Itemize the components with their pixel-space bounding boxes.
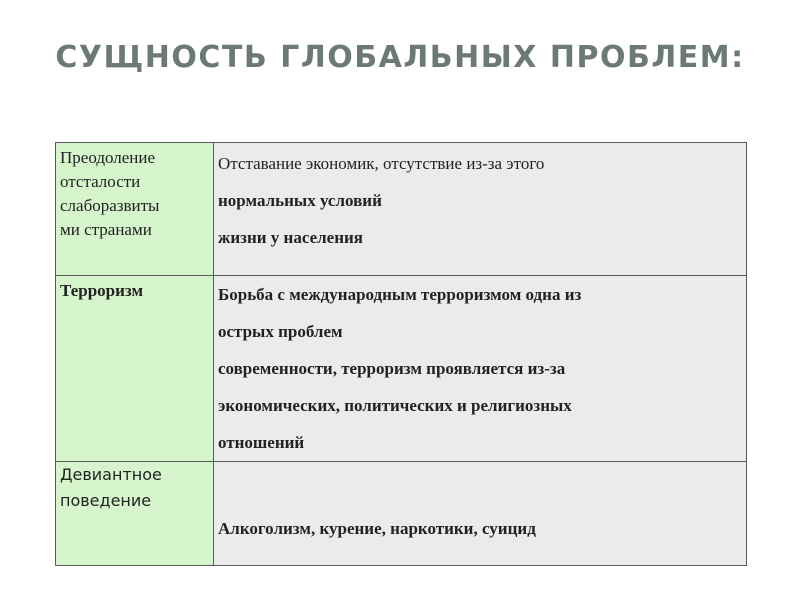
label-text: [56, 276, 213, 303]
label-cell: [56, 276, 214, 462]
description-line: современности, терроризм проявляется из-за: [218, 359, 566, 378]
table-row: [56, 143, 747, 276]
description-line: Отставание экономик, отсутствие из-за этого: [218, 154, 545, 173]
table-row: [56, 462, 747, 566]
label-cell: [56, 462, 214, 566]
description-line: Борьба с международным терроризмом одна из: [218, 285, 582, 304]
description-line: нормальных условий: [218, 191, 382, 210]
label-line: ми странами: [60, 220, 152, 239]
label-line: Девиантное: [60, 465, 162, 484]
description-text: [214, 276, 746, 461]
label-line: Терроризм: [60, 281, 144, 300]
description-line: жизни у населения: [218, 228, 364, 247]
label-text: [56, 143, 213, 242]
description-line: экономических, политических и религиозных: [218, 396, 572, 415]
problems-table: [55, 142, 747, 566]
description-line: острых проблем: [218, 322, 343, 341]
label-line: поведение: [60, 491, 152, 510]
slide-title: СУЩНОСТЬ ГЛОБАЛЬНЫХ ПРОБЛЕМ:: [55, 40, 745, 75]
description-cell: [214, 143, 747, 276]
label-text: [56, 462, 213, 514]
description-text: [214, 143, 746, 256]
label-line: Преодоление: [60, 148, 156, 167]
label-line: отсталости: [60, 172, 141, 191]
description-line: отношений: [218, 433, 305, 452]
description-cell: [214, 462, 747, 566]
description-line: Алкоголизм, курение, наркотики, суицид: [218, 519, 536, 538]
label-line: слаборазвиты: [60, 196, 160, 215]
description-text: [214, 462, 746, 547]
description-cell: [214, 276, 747, 462]
label-cell: [56, 143, 214, 276]
table-row: [56, 276, 747, 462]
